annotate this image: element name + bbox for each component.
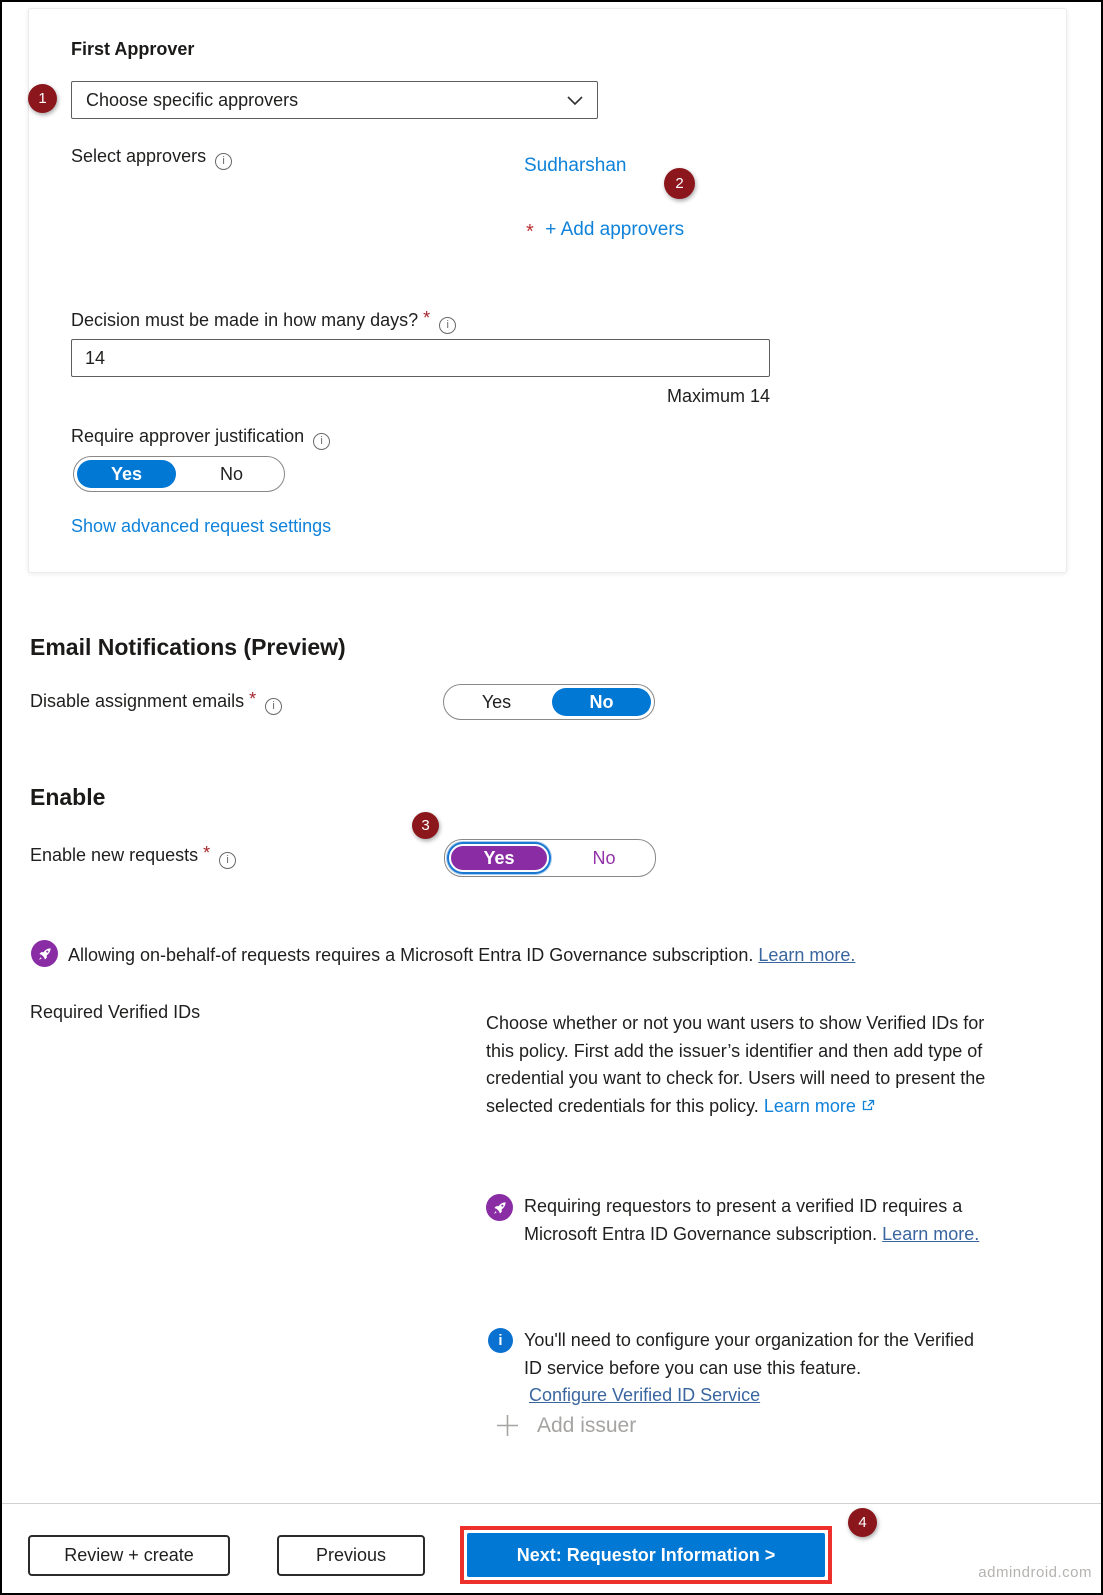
external-link-icon — [861, 1094, 876, 1122]
toggle-no-option[interactable]: No — [219, 463, 243, 484]
plus-icon — [494, 1412, 521, 1439]
approver-type-dropdown[interactable] — [71, 81, 598, 119]
disable-assignment-emails-label: Disable assignment emails * i — [30, 691, 282, 715]
info-icon[interactable]: i — [219, 852, 236, 869]
review-create-button[interactable]: Review + create — [28, 1535, 230, 1576]
toggle-no-option[interactable]: No — [592, 847, 616, 868]
verified-id-governance-note: Requiring requestors to present a verified ID requires a Microsoft Entra ID Governance subscription. Learn more. — [524, 1196, 980, 1244]
learn-more-link[interactable]: Learn more — [763, 1095, 856, 1116]
approver-justification-toggle[interactable] — [73, 456, 285, 492]
learn-more-link[interactable]: Learn more. — [882, 1223, 980, 1244]
add-issuer-button[interactable] — [494, 1412, 636, 1439]
toggle-yes-option[interactable]: Yes — [481, 691, 512, 712]
footer-divider — [2, 1503, 1101, 1504]
rocket-icon — [31, 940, 58, 967]
info-icon[interactable]: i — [215, 153, 232, 170]
learn-more-link[interactable]: Learn more. — [758, 945, 856, 965]
required-asterisk: * — [526, 221, 534, 243]
email-notifications-heading: Email Notifications (Preview) — [30, 634, 346, 660]
obo-note: Allowing on-behalf-of requests requires a Microsoft Entra ID Governance subscription. Learn more. — [68, 945, 856, 965]
first-approver-heading: First Approver — [71, 39, 195, 59]
info-icon[interactable]: i — [313, 433, 330, 450]
next-requestor-information-button[interactable]: Next: Requestor Information > — [467, 1533, 825, 1577]
enable-heading: Enable — [30, 784, 106, 810]
info-filled-icon: i — [488, 1328, 513, 1353]
callout-badge-1: 1 — [28, 84, 57, 113]
add-issuer-label: Add issuer — [537, 1413, 637, 1437]
rocket-icon — [486, 1194, 513, 1221]
first-approver-card — [28, 8, 1067, 573]
callout-badge-2: 2 — [664, 168, 695, 199]
approver-type-dropdown-value: Choose specific approvers — [86, 89, 299, 110]
disable-assignment-emails-toggle[interactable] — [443, 684, 655, 720]
enable-new-requests-toggle[interactable] — [444, 839, 656, 877]
required-verified-ids-label: Required Verified IDs — [30, 1002, 201, 1022]
configure-verified-id-link[interactable]: Configure Verified ID Service — [529, 1385, 761, 1405]
verified-ids-description: Choose whether or not you want users to show Verified IDs for this policy. First add the issuer’s identifier and then add type of credential you want to check for. Users will need to present the selected credentials for this policy. Learn more — [486, 1010, 1017, 1121]
callout-badge-3: 3 — [412, 812, 439, 839]
toggle-yes-option[interactable]: Yes — [449, 844, 549, 872]
decision-days-input[interactable] — [71, 339, 770, 377]
approver-justification-label: Require approver justification i — [71, 426, 330, 450]
previous-button[interactable]: Previous — [277, 1535, 425, 1576]
watermark: admindroid.com — [978, 1564, 1092, 1581]
toggle-no-option[interactable]: No — [552, 688, 651, 716]
toggle-yes-option[interactable]: Yes — [77, 460, 176, 488]
decision-days-label: Decision must be made in how many days? * i — [71, 310, 456, 334]
next-button-highlight — [460, 1526, 832, 1584]
decision-days-hint: Maximum 14 — [666, 386, 770, 406]
callout-badge-4: 4 — [848, 1508, 877, 1537]
select-approvers-label: Select approvers i — [71, 146, 232, 170]
add-approvers-link[interactable]: + Add approvers — [545, 219, 685, 240]
show-advanced-settings-link[interactable]: Show advanced request settings — [71, 516, 332, 536]
chevron-down-icon — [567, 96, 583, 105]
info-icon[interactable]: i — [439, 317, 456, 334]
enable-new-requests-label: Enable new requests * i — [30, 845, 236, 869]
info-icon[interactable]: i — [265, 698, 282, 715]
configure-verified-id-note: You'll need to configure your organization for the Verified ID service before you can use this feature. Configure Verified ID Service — [524, 1330, 975, 1405]
selected-approver-link[interactable]: Sudharshan — [524, 155, 627, 176]
